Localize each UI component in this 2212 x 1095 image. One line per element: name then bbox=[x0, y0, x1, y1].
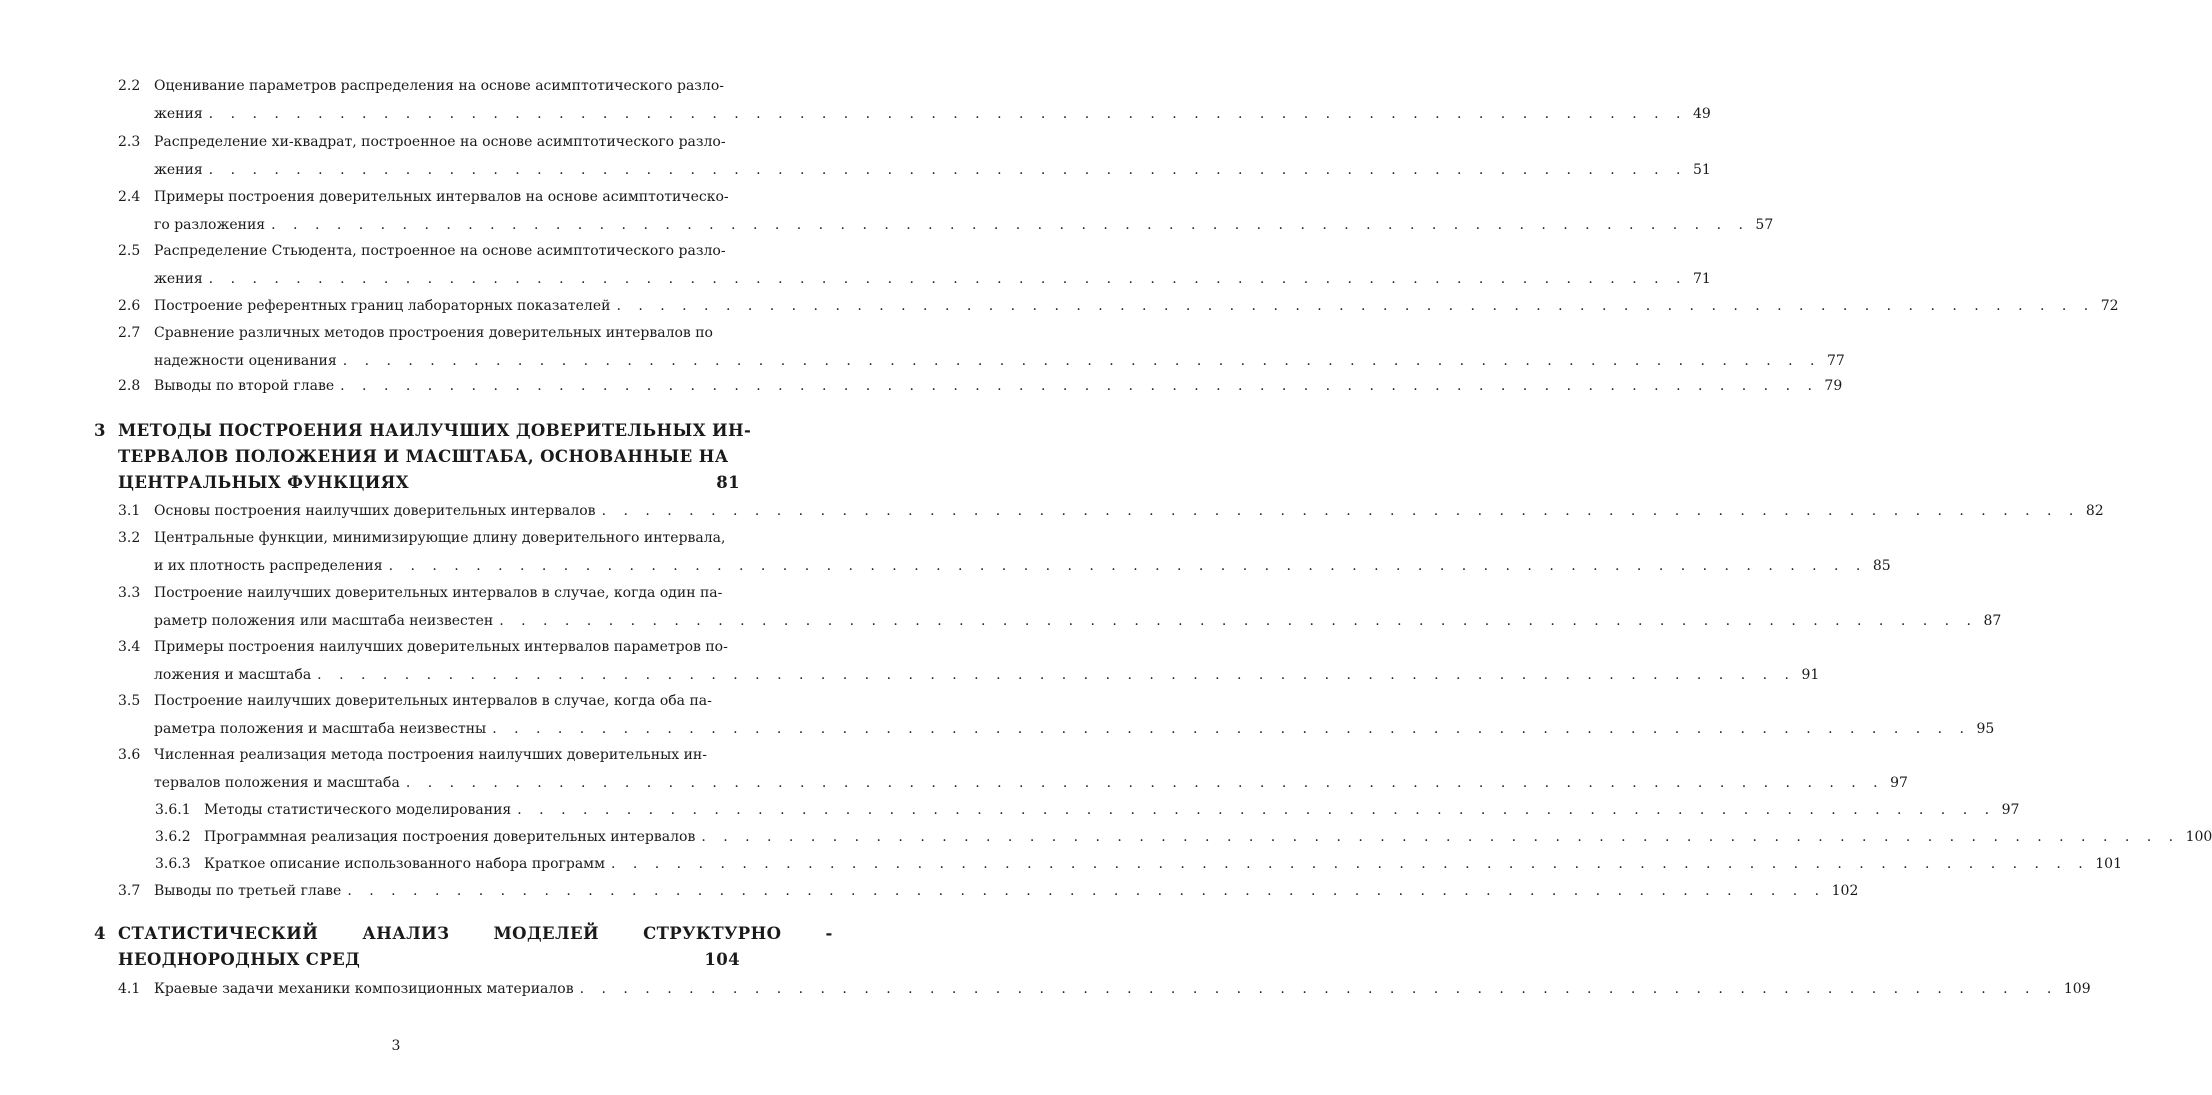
leader-dots: . . . . . . . . . . . . . . . . . . . . . . . . . . . . . . . . . . . . . . . . . . . . . . . . . . . . . . . . . . . . . . . . . . . . bbox=[579, 981, 2058, 997]
leader-dots: . . . . . . . . . . . . . . . . . . . . . . . . . . . . . . . . . . . . . . . . . . . . . . . . . . . . . . . . . . . . . . . . . . . . bbox=[610, 856, 2090, 872]
leader-dots: . . . . . . . . . . . . . . . . . . . . . . . . . . . . . . . . . . . . . . . . . . . . . . . . . . . . . . . . . . . . . . . . . . . . bbox=[405, 775, 1885, 791]
toc-entry-number: 2.5 bbox=[118, 243, 141, 259]
toc-entry-number: 3.6 bbox=[118, 747, 141, 763]
toc-entry-title: Центральные функции, минимизирующие длину доверительного интервала, bbox=[154, 530, 726, 546]
toc-entry-page: 95 bbox=[1976, 721, 1995, 737]
toc-entry-title: Краевые задачи механики композиционных материалов bbox=[154, 981, 574, 997]
leader-dots: . . . . . . . . . . . . . . . . . . . . . . . . . . . . . . . . . . . . . . . . . . . . . . . . . . . . . . . . . . . . . . . . . . . . bbox=[208, 271, 1687, 287]
toc-entry-page: 100 bbox=[2185, 829, 2212, 845]
toc-entry-number: 4.1 bbox=[118, 981, 141, 997]
toc-chapter-title: ТЕРВАЛОВ ПОЛОЖЕНИЯ И МАСШТАБА, ОСНОВАННЫЕ НА bbox=[118, 447, 729, 466]
toc-entry-number: 3.6.2 bbox=[155, 829, 191, 845]
toc-entry-title: Основы построения наилучших доверительных интервалов bbox=[154, 503, 596, 519]
toc-entry-number: 2.4 bbox=[118, 189, 141, 205]
leader-dots: . . . . . . . . . . . . . . . . . . . . . . . . . . . . . . . . . . . . . . . . . . . . . . . . . . . . . . . . . . . . . . . . . . . . bbox=[208, 162, 1687, 178]
page-number: 3 bbox=[391, 1038, 401, 1054]
toc-entry-title: Выводы по второй главе bbox=[154, 378, 335, 394]
toc-entry-page: 51 bbox=[1692, 162, 1711, 178]
toc-entry-title: Сравнение различных методов простроения доверительных интервалов по bbox=[154, 325, 713, 341]
leader-dots: . . . . . . . . . . . . . . . . . . . . . . . . . . . . . . . . . . . . . . . . . . . . . . . . . . . . . . . . . . . . . . . . . . . . bbox=[347, 883, 1826, 899]
toc-entry-title: Примеры построения доверительных интервалов на основе асимптотическо- bbox=[154, 189, 729, 205]
toc-entry-title: тервалов положения и масштаба bbox=[154, 775, 400, 791]
toc-entry-page: 79 bbox=[1824, 378, 1843, 394]
toc-chapter-number: 3 bbox=[94, 421, 106, 440]
toc-entry-title: Численная реализация метода построения наилучших доверительных ин- bbox=[154, 747, 707, 763]
toc-entry-page: 91 bbox=[1801, 667, 1820, 683]
toc-entry-number: 3.6.3 bbox=[155, 856, 191, 872]
toc-entry-page: 57 bbox=[1755, 217, 1774, 233]
leader-dots: . . . . . . . . . . . . . . . . . . . . . . . . . . . . . . . . . . . . . . . . . . . . . . . . . . . . . . . . . . . . . . . . . . . . bbox=[616, 298, 2095, 314]
toc-entry-title: ложения и масштаба bbox=[154, 667, 312, 683]
toc-entry-page: 87 bbox=[1983, 613, 2002, 629]
toc-entry-page: 82 bbox=[2085, 503, 2104, 519]
toc-entry-page: 85 bbox=[1872, 558, 1891, 574]
leader-dots: . . . . . . . . . . . . . . . . . . . . . . . . . . . . . . . . . . . . . . . . . . . . . . . . . . . . . . . . . . . . . . . . . . . . bbox=[499, 613, 1978, 629]
leader-dots: . . . . . . . . . . . . . . . . . . . . . . . . . . . . . . . . . . . . . . . . . . . . . . . . . . . . . . . . . . . . . . . . . . . . bbox=[601, 503, 2080, 519]
toc-entry-title: Краткое описание использованного набора программ bbox=[204, 856, 605, 872]
toc-entry-number: 2.6 bbox=[118, 298, 141, 314]
toc-entry-title: Распределение хи-квадрат, построенное на основе асимптотического разло- bbox=[154, 134, 726, 150]
toc-entry-number: 3.7 bbox=[118, 883, 141, 899]
toc-chapter-title: НЕОДНОРОДНЫХ СРЕД bbox=[118, 950, 361, 969]
leader-dots: . . . . . . . . . . . . . . . . . . . . . . . . . . . . . . . . . . . . . . . . . . . . . . . . . . . . . . . . . . . . . . . . . . . . bbox=[388, 558, 1867, 574]
toc-entry-number: 2.2 bbox=[118, 78, 141, 94]
toc-entry-title: го разложения bbox=[154, 217, 266, 233]
toc-chapter-title: ЦЕНТРАЛЬНЫХ ФУНКЦИЯХ bbox=[118, 473, 409, 492]
toc-entry-page: 71 bbox=[1692, 271, 1711, 287]
toc-entry-number: 3.6.1 bbox=[155, 802, 191, 818]
toc-chapter-title: СТАТИСТИЧЕСКИЙ АНАЛИЗ МОДЕЛЕЙ СТРУКТУРНО - bbox=[118, 924, 833, 943]
toc-entry-page: 102 bbox=[1831, 883, 1859, 899]
toc-entry-title: Методы статистического моделирования bbox=[204, 802, 512, 818]
toc-entry-title: раметр положения или масштаба неизвестен bbox=[154, 613, 494, 629]
toc-entry-title: Оценивание параметров распределения на основе асимптотического разло- bbox=[154, 78, 724, 94]
toc-entry-page: 101 bbox=[2095, 856, 2122, 872]
leader-dots: . . . . . . . . . . . . . . . . . . . . . . . . . . . . . . . . . . . . . . . . . . . . . . . . . . . . . . . . . . . . . . . . . . . . bbox=[492, 721, 1971, 737]
toc-entry-title: Программная реализация построения доверительных интервалов bbox=[204, 829, 696, 845]
toc-entry-number: 2.8 bbox=[118, 378, 141, 394]
toc-chapter-page: 104 bbox=[704, 950, 740, 969]
toc-entry-page: 72 bbox=[2100, 298, 2119, 314]
toc-entry-number: 3.4 bbox=[118, 639, 141, 655]
toc-entry-title: жения bbox=[154, 271, 203, 287]
toc-chapter-number: 4 bbox=[94, 924, 106, 943]
toc-entry-number: 3.1 bbox=[118, 503, 141, 519]
toc-chapter-page: 81 bbox=[716, 473, 740, 492]
toc-entry-title: жения bbox=[154, 162, 203, 178]
toc-entry-title: Примеры построения наилучших доверительных интервалов параметров по- bbox=[154, 639, 728, 655]
toc-entry-number: 3.2 bbox=[118, 530, 141, 546]
toc-entry-number: 3.3 bbox=[118, 585, 141, 601]
toc-entry-title: Распределение Стьюдента, построенное на основе асимптотического разло- bbox=[154, 243, 726, 259]
toc-entry-title: раметра положения и масштаба неизвестны bbox=[154, 721, 487, 737]
toc-entry-number: 2.7 bbox=[118, 325, 141, 341]
toc-entry-page: 109 bbox=[2063, 981, 2091, 997]
toc-entry-title: Построение референтных границ лабораторных показателей bbox=[154, 298, 611, 314]
toc-entry-page: 97 bbox=[2001, 802, 2020, 818]
leader-dots: . . . . . . . . . . . . . . . . . . . . . . . . . . . . . . . . . . . . . . . . . . . . . . . . . . . . . . . . . . . . . . . . . . . . bbox=[701, 829, 2180, 845]
toc-entry-number: 2.3 bbox=[118, 134, 141, 150]
leader-dots: . . . . . . . . . . . . . . . . . . . . . . . . . . . . . . . . . . . . . . . . . . . . . . . . . . . . . . . . . . . . . . . . . . . . bbox=[317, 667, 1796, 683]
toc-entry-title: надежности оценивания bbox=[154, 353, 337, 369]
leader-dots: . . . . . . . . . . . . . . . . . . . . . . . . . . . . . . . . . . . . . . . . . . . . . . . . . . . . . . . . . . . . . . . . . . . . bbox=[517, 802, 1996, 818]
toc-entry-title: жения bbox=[154, 106, 203, 122]
toc-entry-number: 3.5 bbox=[118, 693, 141, 709]
toc-entry-page: 97 bbox=[1890, 775, 1908, 791]
leader-dots: . . . . . . . . . . . . . . . . . . . . . . . . . . . . . . . . . . . . . . . . . . . . . . . . . . . . . . . . . . . . . . . . . . . . bbox=[342, 353, 1821, 369]
toc-entry-page: 77 bbox=[1826, 353, 1845, 369]
leader-dots: . . . . . . . . . . . . . . . . . . . . . . . . . . . . . . . . . . . . . . . . . . . . . . . . . . . . . . . . . . . . . . . . . . . . bbox=[271, 217, 1750, 233]
toc-entry-title: Выводы по третьей главе bbox=[154, 883, 342, 899]
toc-entry-title: Построение наилучших доверительных интервалов в случае, когда один па- bbox=[154, 585, 723, 601]
leader-dots: . . . . . . . . . . . . . . . . . . . . . . . . . . . . . . . . . . . . . . . . . . . . . . . . . . . . . . . . . . . . . . . . . . . . bbox=[208, 106, 1687, 122]
leader-dots: . . . . . . . . . . . . . . . . . . . . . . . . . . . . . . . . . . . . . . . . . . . . . . . . . . . . . . . . . . . . . . . . . . . . bbox=[340, 378, 1819, 394]
toc-entry-page: 49 bbox=[1692, 106, 1711, 122]
toc-entry-title: Построение наилучших доверительных интервалов в случае, когда оба па- bbox=[154, 693, 712, 709]
toc-chapter-title: МЕТОДЫ ПОСТРОЕНИЯ НАИЛУЧШИХ ДОВЕРИТЕЛЬНЫХ ИН- bbox=[118, 421, 752, 440]
toc-entry-title: и их плотность распределения bbox=[154, 558, 383, 574]
